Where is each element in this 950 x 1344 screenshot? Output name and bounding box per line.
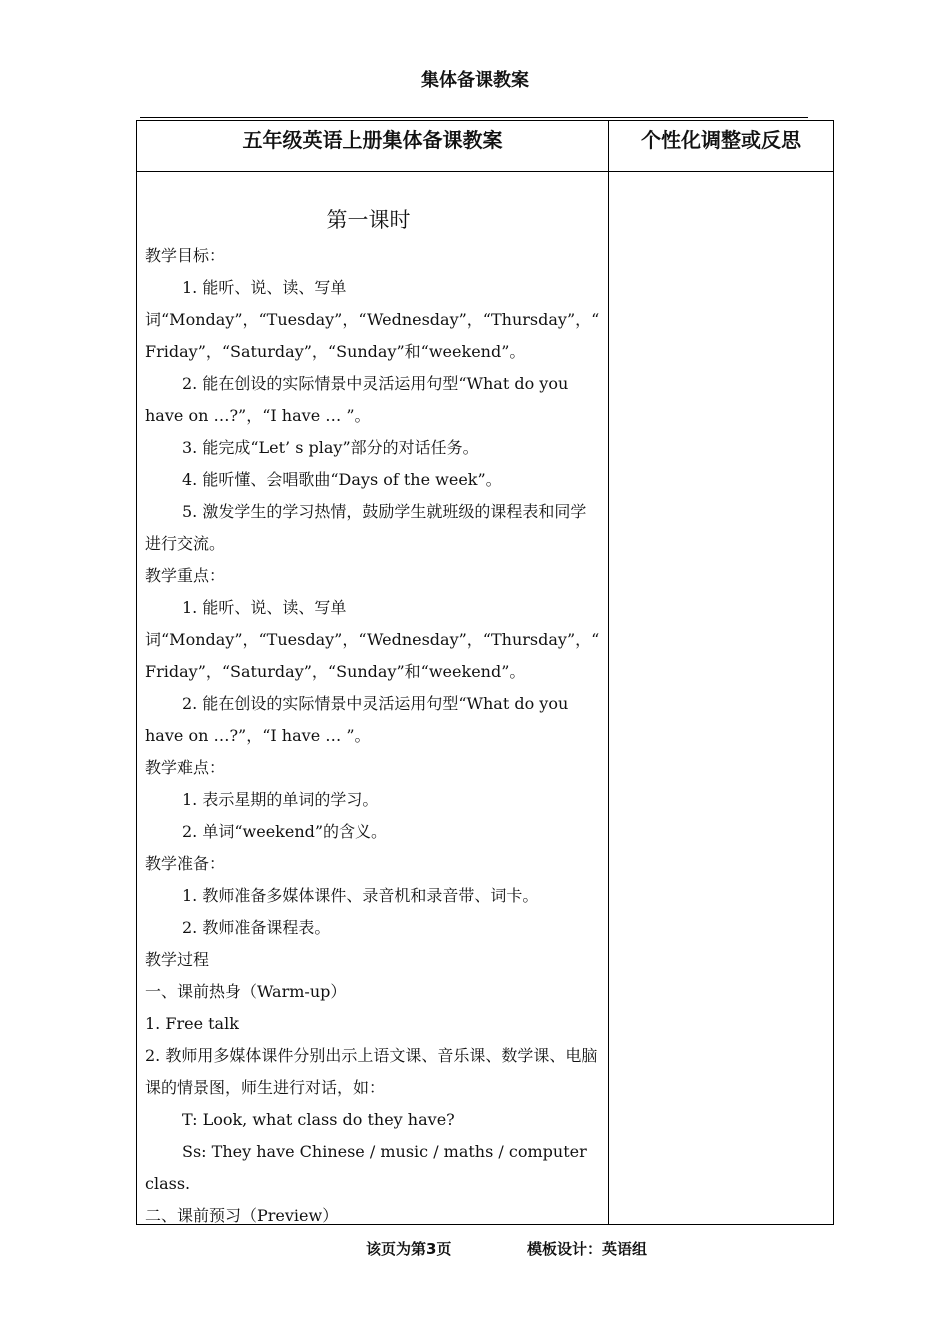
lesson-line: 一、课前热身（Warm-up） — [145, 982, 347, 1001]
lesson-line: 1. 能听、说、读、写单词“Monday”，“Tuesday”，“Wednesday”，“Thursday”，“Friday”，“Saturday”，“Sunday”和“weekend”。 — [145, 598, 600, 681]
lesson-line: 2. 能在创设的实际情景中灵活运用句型“What do you have on …?”，“I have … ”。 — [145, 374, 569, 425]
page-header: 集体备课教案 — [421, 70, 529, 91]
page-number: 该页为第3页 — [366, 1240, 452, 1258]
lesson-line: 2. 单词“weekend”的含义。 — [182, 822, 388, 841]
lesson-line: 教学准备： — [145, 854, 226, 873]
lesson-line: 二、课前预习（Preview） — [145, 1206, 339, 1225]
lesson-line: 教学难点： — [145, 758, 226, 777]
lesson-line: 2. 能在创设的实际情景中灵活运用句型“What do you have on …?”，“I have … ”。 — [145, 694, 569, 745]
lesson-line: Ss: They have Chinese / music / maths / computer class. — [145, 1142, 587, 1193]
lesson-line: 1. Free talk — [145, 1014, 239, 1033]
lesson-line: T: Look, what class do they have? — [182, 1110, 455, 1129]
lesson-content — [145, 196, 600, 1232]
lesson-line: 教学重点： — [145, 566, 226, 585]
lesson-plan-table — [136, 120, 834, 1225]
table-header-plan: 五年级英语上册集体备课教案 — [242, 128, 503, 152]
header-rule — [140, 117, 808, 118]
lesson-line: 2. 教师用多媒体课件分别出示上语文课、音乐课、数学课、电脑课的情景图，师生进行对话，如： — [145, 1046, 598, 1097]
lesson-line: 1. 表示星期的单词的学习。 — [182, 790, 379, 809]
lesson-line: 2. 教师准备课程表。 — [182, 918, 331, 937]
lesson-line: 1. 教师准备多媒体课件、录音机和录音带、词卡。 — [182, 886, 539, 905]
lesson-line: 1. 能听、说、读、写单词“Monday”，“Tuesday”，“Wednesday”，“Thursday”，“Friday”，“Saturday”，“Sunday”和“weekend”。 — [145, 278, 600, 361]
lesson-line: 教学过程 — [145, 950, 210, 969]
column-divider — [608, 121, 609, 1224]
lesson-line: 3. 能完成“Let’ s play”部分的对话任务。 — [182, 438, 479, 457]
lesson-title: 第一课时 — [326, 208, 411, 232]
header-row-divider — [137, 171, 833, 172]
lesson-line: 4. 能听懂、会唱歌曲“Days of the week”。 — [182, 470, 502, 489]
lesson-line: 5. 激发学生的学习热情，鼓励学生就班级的课程表和同学进行交流。 — [145, 502, 587, 553]
lesson-line: 教学目标： — [145, 246, 226, 265]
table-header-reflection: 个性化调整或反思 — [641, 128, 801, 152]
template-design: 模板设计：英语组 — [527, 1240, 648, 1258]
lesson-lines — [145, 240, 600, 1232]
